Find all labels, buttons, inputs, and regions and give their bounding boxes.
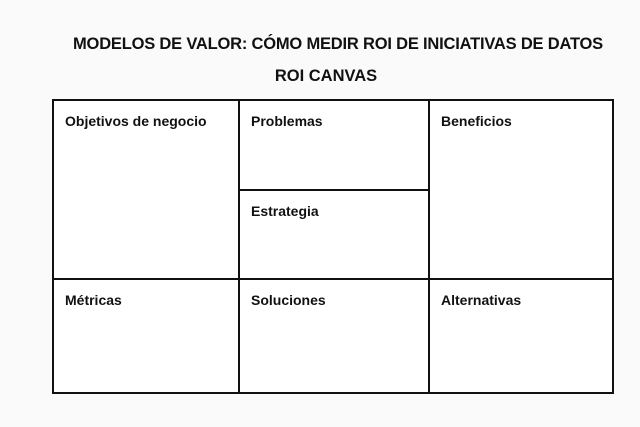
cell-label-soluciones: Soluciones (251, 292, 326, 308)
cell-metricas (54, 280, 238, 392)
cell-label-beneficios: Beneficios (441, 113, 512, 129)
cell-objetivos-de-negocio (54, 101, 238, 278)
cell-alternativas (430, 280, 612, 392)
cell-problemas (240, 101, 428, 189)
roi-canvas-grid (52, 99, 614, 394)
cell-label-metricas: Métricas (65, 292, 122, 308)
cell-label-problemas: Problemas (251, 113, 323, 129)
cell-estrategia (240, 191, 428, 278)
cell-label-estrategia: Estrategia (251, 203, 319, 219)
cell-beneficios (430, 101, 612, 278)
cell-label-objetivos: Objetivos de negocio (65, 113, 207, 129)
cell-label-alternativas: Alternativas (441, 292, 522, 308)
cell-soluciones (240, 280, 428, 392)
page-subtitle: ROI CANVAS (274, 67, 378, 85)
page-title: MODELOS DE VALOR: CÓMO MEDIR ROI DE INICIATIVAS DE DATOS (73, 35, 603, 53)
